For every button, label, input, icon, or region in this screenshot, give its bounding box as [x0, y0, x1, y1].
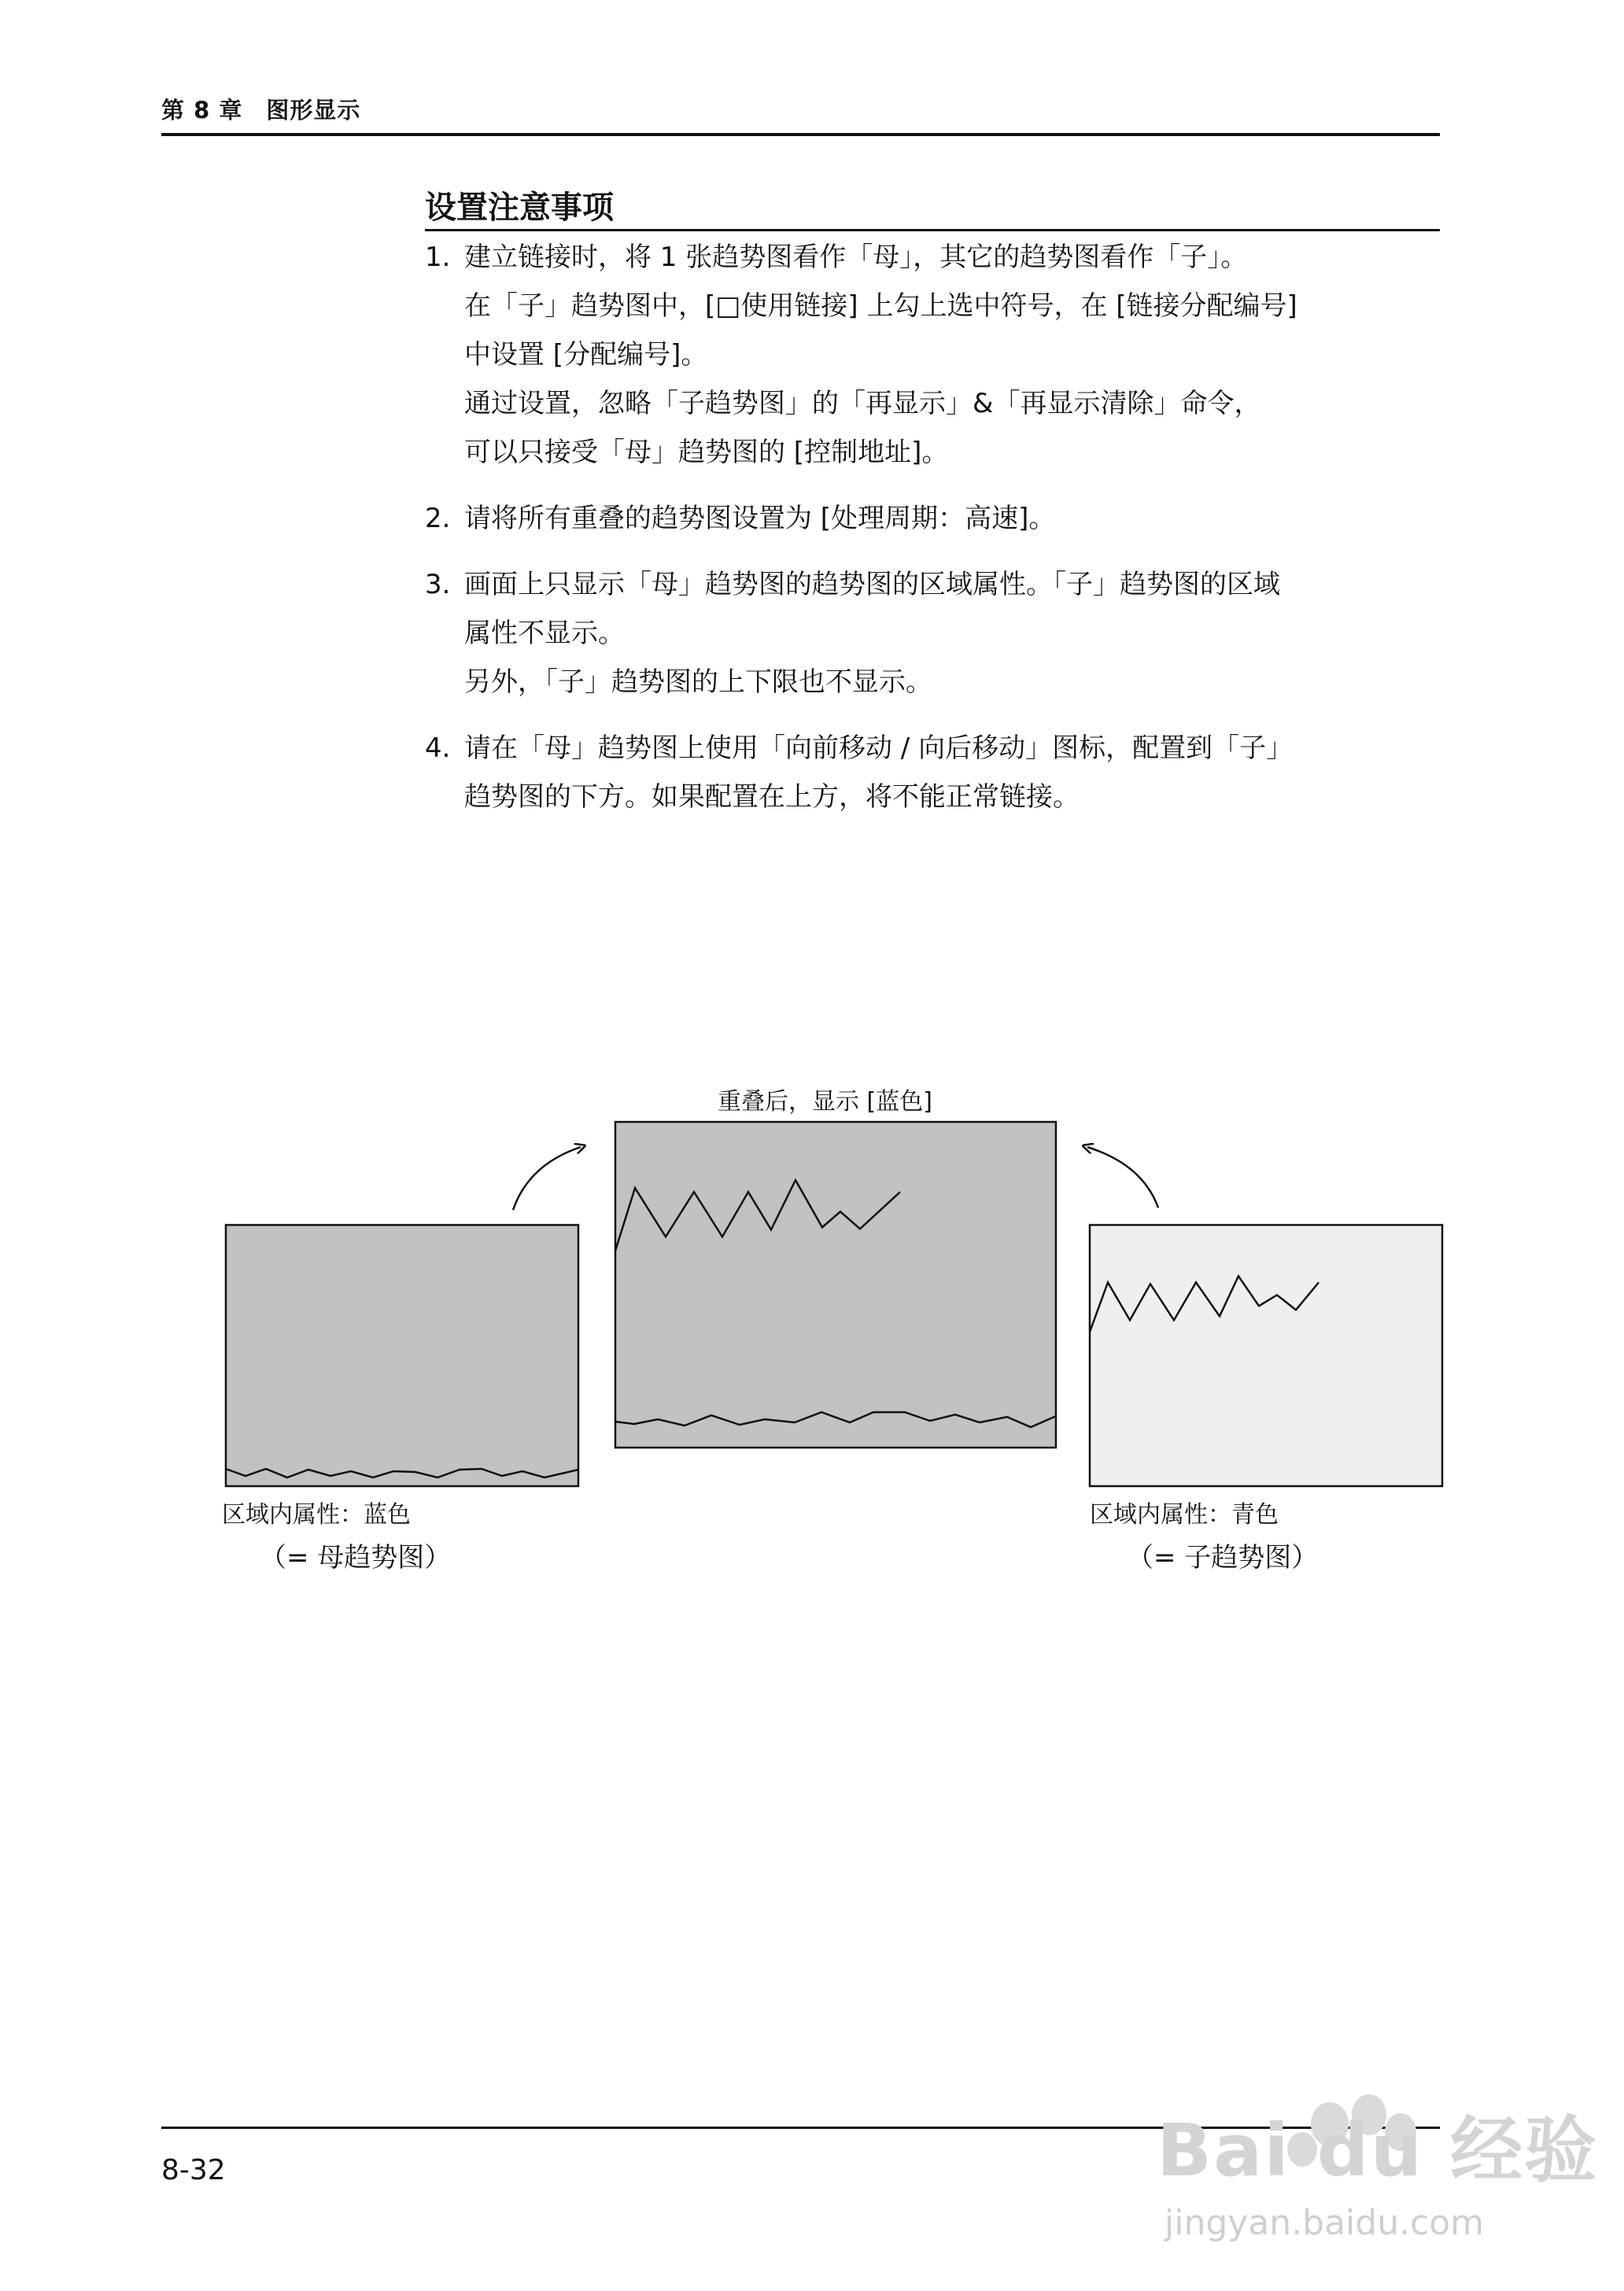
note-number: 2.: [425, 503, 451, 534]
page-number: 8-32: [161, 2154, 226, 2186]
parent-area-label: 区域内属性：蓝色: [222, 1501, 411, 1529]
watermark-text: Bai du 经验: [1157, 2108, 1599, 2193]
note-item: [425, 560, 1440, 706]
left-curved-arrow: [513, 1147, 581, 1210]
note-item: [425, 233, 1440, 477]
note-line: 可以只接受「母」趋势图的 [控制地址]。: [464, 437, 949, 468]
note-number: 4.: [425, 732, 451, 764]
note-line: 在「子」趋势图中，[□使用链接] 上勾上选中符号，在 [链接分配编号]: [464, 290, 1297, 322]
note-line: 属性不显示。: [464, 618, 625, 649]
watermark-url: jingyan.baidu.com: [1164, 2203, 1485, 2243]
note-line: 趋势图的下方。如果配置在上方，将不能正常链接。: [464, 781, 1080, 813]
note-item: [425, 724, 1440, 821]
section-title: 设置注意事项: [425, 190, 614, 226]
note-line: 建立链接时，将 1 张趋势图看作「母」，其它的趋势图看作「子」。: [464, 242, 1248, 273]
header-divider: [161, 133, 1440, 136]
note-line: 画面上只显示「母」趋势图的趋势图的区域属性。「子」趋势图的区域: [464, 569, 1280, 600]
note-line: 请将所有重叠的趋势图设置为 [处理周期：高速]。: [464, 503, 1056, 534]
trend-overlap-figure: [0, 1054, 1624, 1589]
note-line: 请在「母」趋势图上使用「向前移动 / 向后移动」图标，配置到「子」: [464, 732, 1294, 764]
note-number: 1.: [425, 242, 451, 273]
overlap-label: 重叠后，显示 [蓝色]: [718, 1088, 932, 1116]
section-divider: [425, 229, 1440, 231]
note-line: 通过设置，忽略「子趋势图」的「再显示」&「再显示清除」命令，: [464, 388, 1261, 419]
overlap-trend-box: [615, 1122, 1056, 1448]
notes-list: [425, 233, 1440, 839]
note-line: 另外，「子」趋势图的上下限也不显示。: [464, 666, 932, 698]
note-number: 3.: [425, 569, 451, 600]
child-area-label: 区域内属性：青色: [1090, 1501, 1279, 1529]
parent-trend-box: [226, 1225, 578, 1486]
parent-area-sub: （= 母趋势图）: [260, 1542, 452, 1573]
child-trend-box: [1090, 1225, 1442, 1486]
child-area-sub: （= 子趋势图）: [1127, 1542, 1319, 1573]
note-line: 中设置 [分配编号]。: [464, 339, 708, 371]
chapter-header: 第 8 章 图形显示: [161, 97, 361, 124]
note-item: [425, 494, 1440, 543]
right-curved-arrow: [1087, 1147, 1158, 1208]
